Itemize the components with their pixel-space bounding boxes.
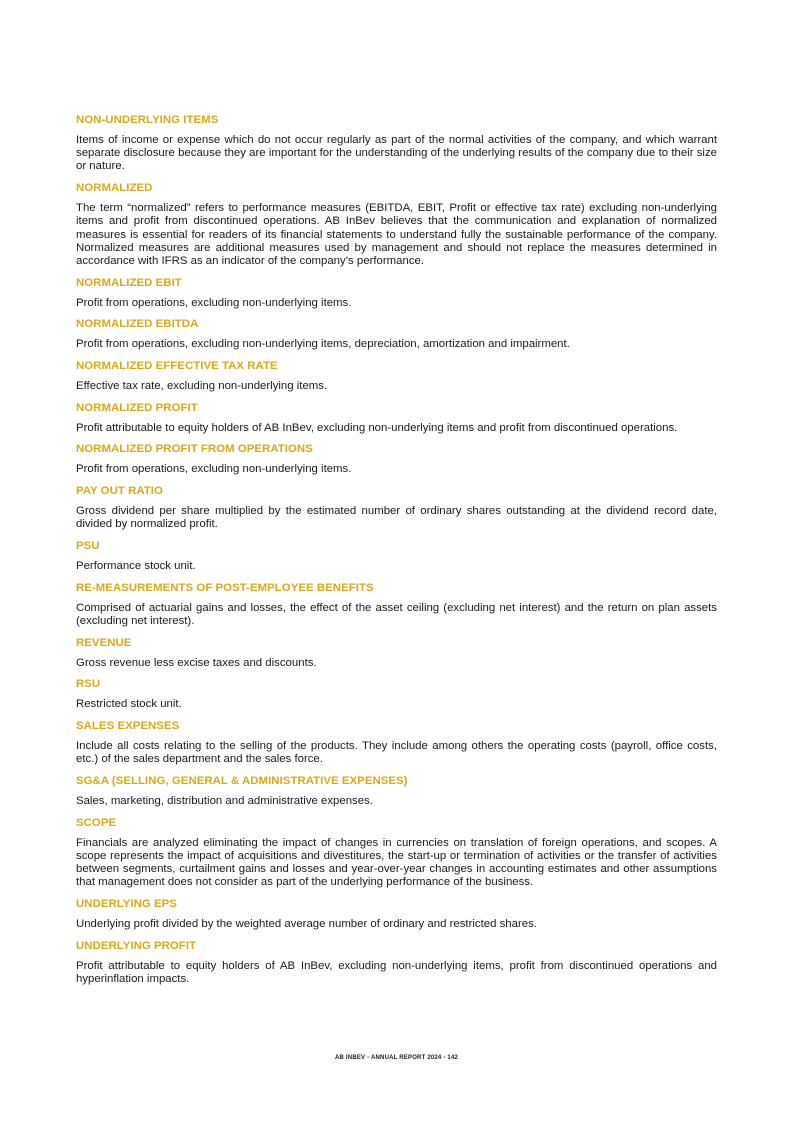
glossary-definition: Profit from operations, excluding non-underlying items. [76,463,352,476]
glossary-term: PSU [76,540,100,553]
glossary-term: NORMALIZED EFFECTIVE TAX RATE [76,360,278,373]
glossary-entry [76,677,717,711]
glossary-definition: The term “normalized” refers to performance measures (EBITDA, EBIT, Profit or effective tax rate) excluding non-underlying items and profit from discontinued operations. AB InBev believes that the communication and explanation of normalized measures is essential for readers of its financial statements to understand fully the sustainable performance of the company. Normalized measures are additional measures used by management and should not replace the measures determined in accordance with IFRS as an indicator of the company’s performance. [76,202,717,267]
glossary-definition: Items of income or expense which do not occur regularly as part of the normal activities of the company, and which warrant separate disclosure because they are important for the understanding of the underlying results of the company due to their size or nature. [76,134,717,173]
glossary-term: PAY OUT RATIO [76,485,163,498]
glossary-entry [76,484,717,531]
glossary-entry [76,897,717,931]
glossary-definition: Gross revenue less excise taxes and discounts. [76,656,317,669]
glossary-definition: Profit from operations, excluding non-underlying items, depreciation, amortization and impairment. [76,338,570,351]
glossary-definition: Profit attributable to equity holders of AB InBev, excluding non-underlying items, profit from discontinued operations and hyperinflation impacts. [76,959,717,985]
glossary-term: SALES EXPENSES [76,720,180,733]
glossary-entry [76,113,717,174]
glossary-term: UNDERLYING PROFIT [76,939,197,952]
glossary-definition: Profit from operations, excluding non-underlying items. [76,296,352,309]
glossary-definition: Restricted stock unit. [76,698,182,711]
glossary-entry [76,581,717,628]
glossary-entry [76,442,717,476]
glossary-entry [76,276,717,310]
glossary-entry [76,816,717,890]
glossary-entry [76,774,717,808]
glossary-definition: Effective tax rate, excluding non-underlying items. [76,380,328,393]
glossary-entry [76,539,717,573]
glossary-definition: Financials are analyzed eliminating the impact of changes in currencies on translation of foreign operations, and scopes. A scope represents the impact of acquisitions and divestitures, the start-up or termination of activities or the transfer of activities between segments, curtailment gains and losses and year-over-year changes in accounting estimates and other assumptions that management does not consider as part of the underlying performance of the business. [76,836,717,889]
glossary-term: SG&A (SELLING, GENERAL & ADMINISTRATIVE EXPENSES) [76,774,408,787]
glossary-term: RSU [76,678,101,691]
glossary-entry [76,181,717,268]
glossary-term: NORMALIZED EBIT [76,276,182,289]
glossary-definition: Underlying profit divided by the weighted average number of ordinary and restricted shares. [76,917,537,930]
glossary-term: REVENUE [76,636,132,649]
glossary-term: NORMALIZED PROFIT FROM OPERATIONS [76,443,313,456]
glossary-term: NORMALIZED EBITDA [76,318,199,331]
glossary-definition: Comprised of actuarial gains and losses, the effect of the asset ceiling (excluding net interest) and the return on plan assets (excluding net interest). [76,601,717,627]
glossary-term: UNDERLYING EPS [76,897,177,910]
glossary-definition: Profit attributable to equity holders of AB InBev, excluding non-underlying items and profit from discontinued operations. [76,421,678,434]
glossary-definition: Gross dividend per share multiplied by the estimated number of ordinary shares outstanding at the dividend record date, divided by normalized profit. [76,505,717,531]
glossary-entry [76,359,717,393]
glossary-term: RE-MEASUREMENTS OF POST-EMPLOYEE BENEFITS [76,581,374,594]
glossary-entry [76,317,717,351]
glossary-term: NON-UNDERLYING ITEMS [76,114,219,126]
glossary-definition: Sales, marketing, distribution and administrative expenses. [76,794,373,807]
glossary-definition: Performance stock unit. [76,560,196,573]
glossary-list [76,113,717,994]
glossary-term: NORMALIZED PROFIT [76,401,198,414]
glossary-entry [76,719,717,766]
glossary-entry [76,939,717,986]
glossary-term: SCOPE [76,816,117,829]
glossary-entry [76,636,717,670]
page-footer: AB INBEV - ANNUAL REPORT 2024 - 142 [334,1055,459,1061]
glossary-definition: Include all costs relating to the selling of the products. They include among others the operating costs (payroll, office costs, etc.) of the sales department and the sales force. [76,740,717,766]
glossary-term: NORMALIZED [76,182,153,195]
glossary-entry [76,401,717,435]
